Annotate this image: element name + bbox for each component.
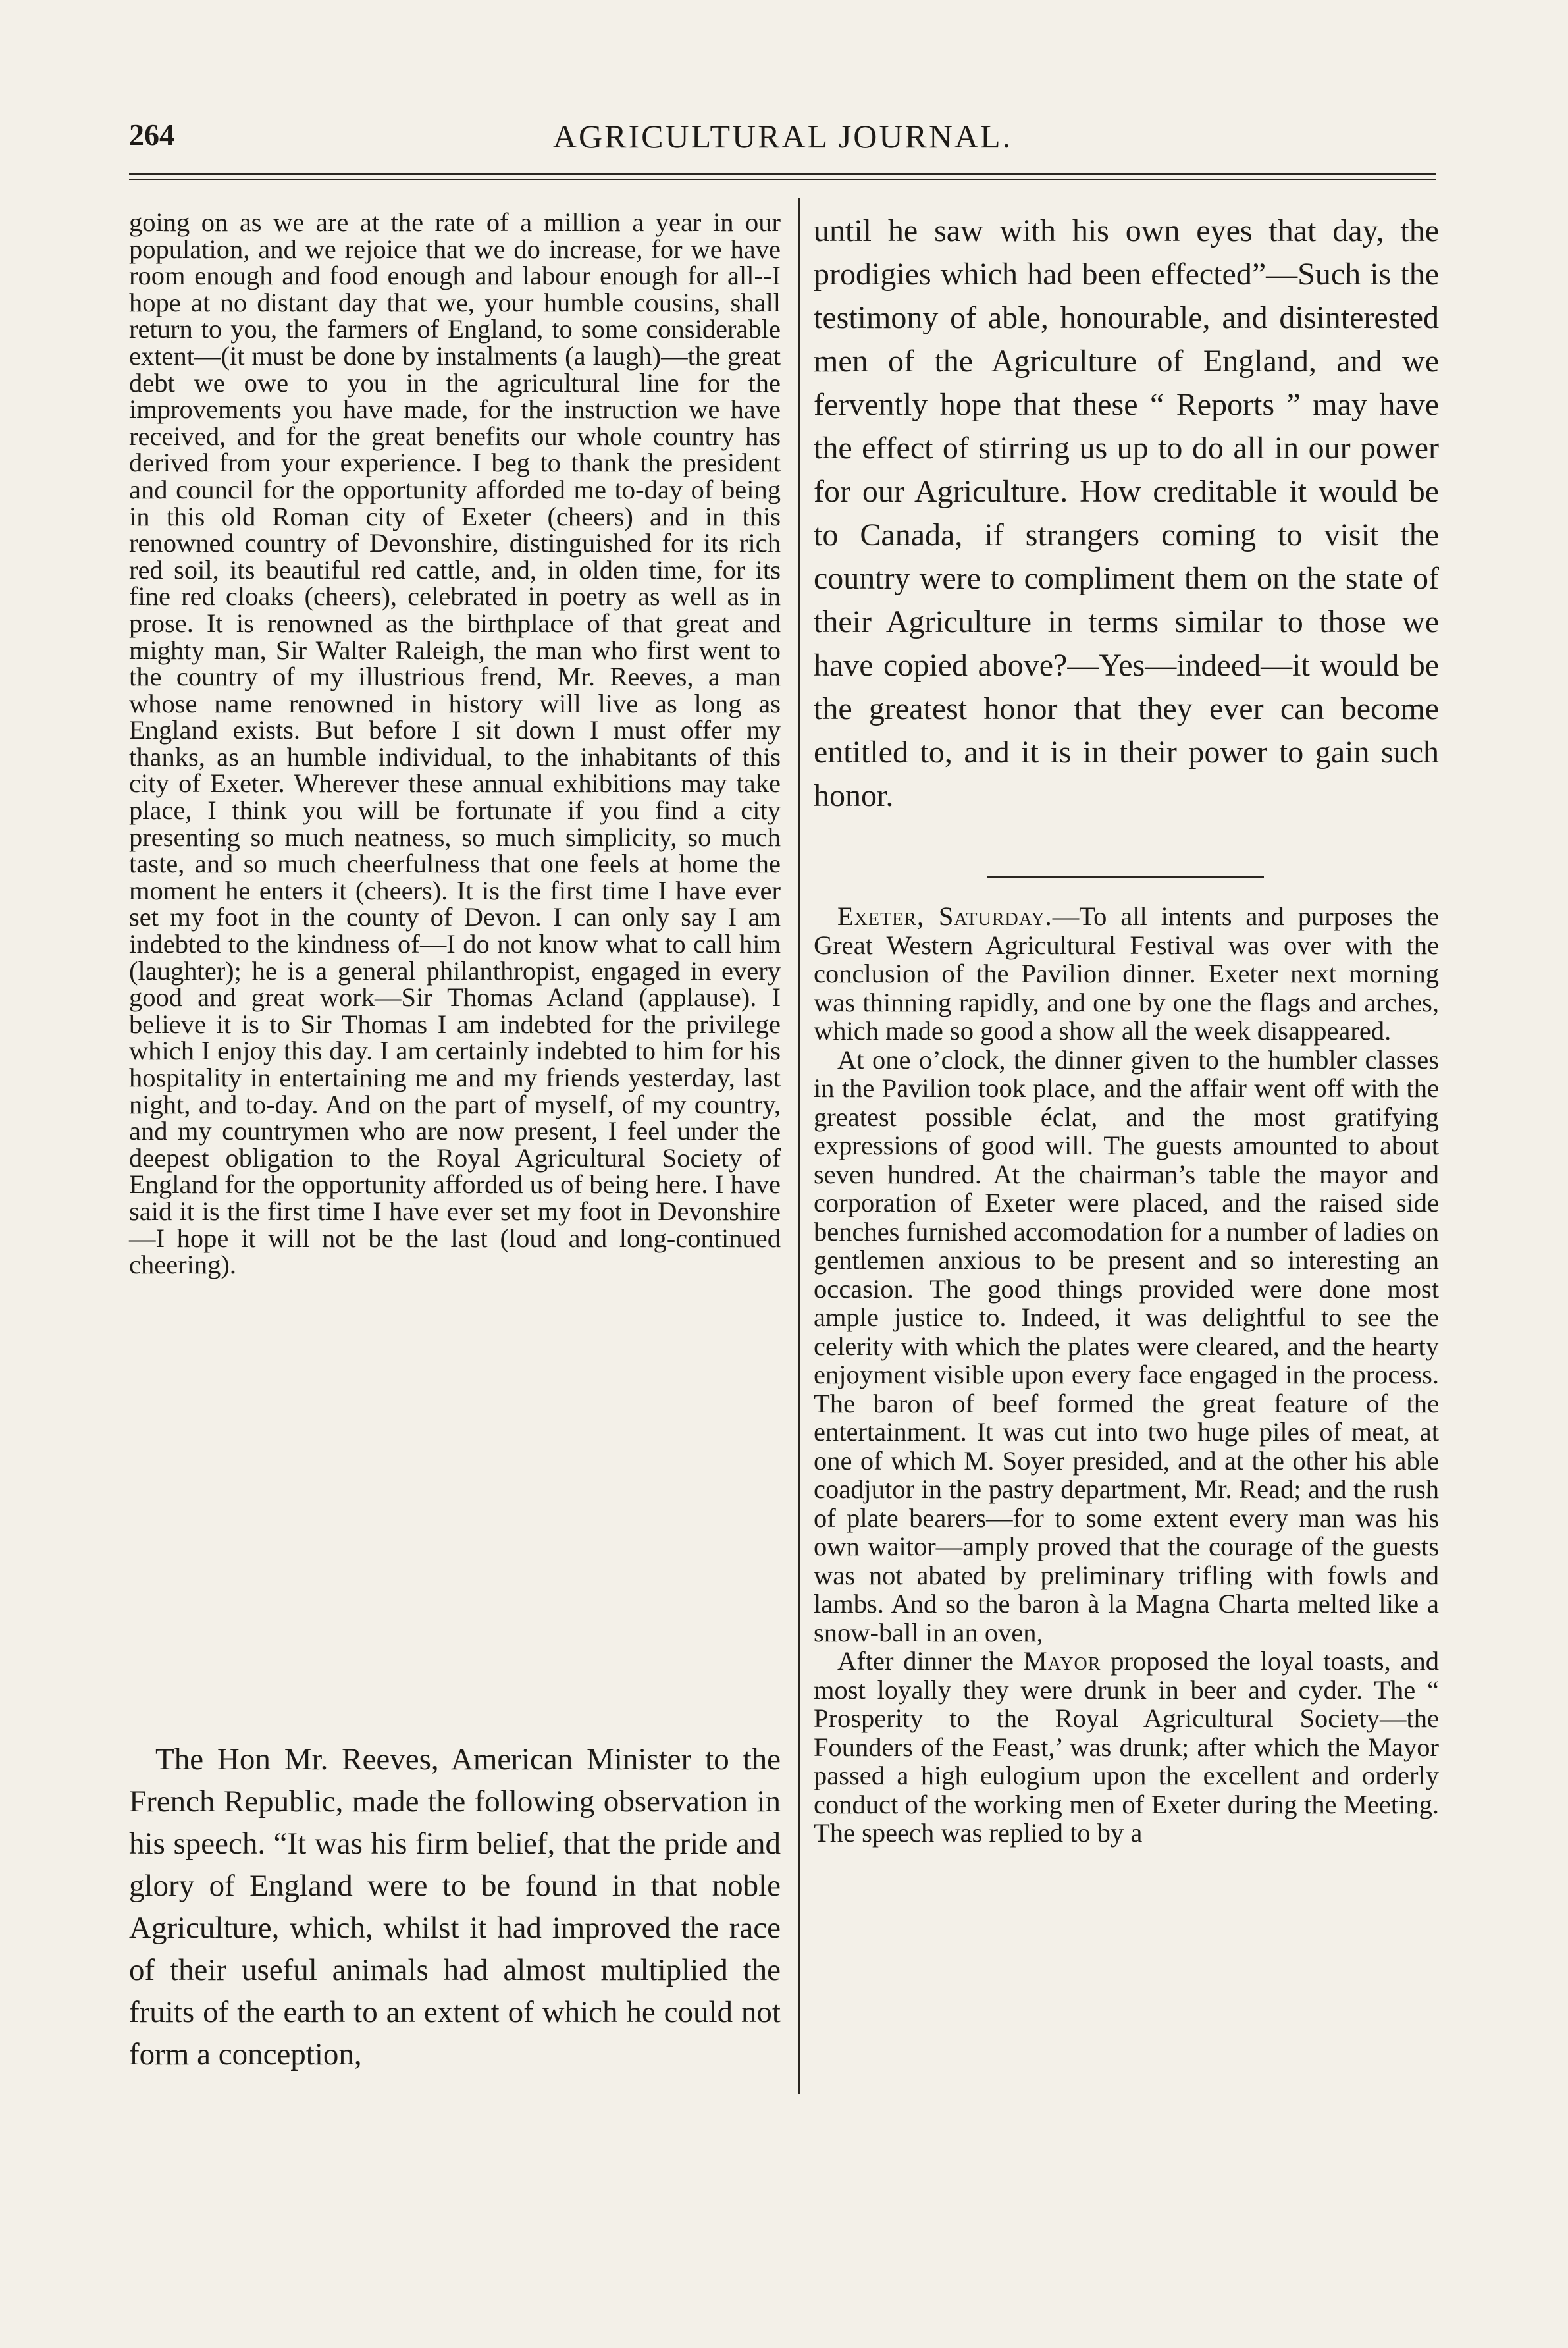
page-header: [129, 117, 1436, 170]
right-column-exeter-report: [814, 902, 1439, 1848]
header-rule: [129, 173, 1436, 175]
exeter-paragraph-2: At one o’clock, the dinner given to the humbler classes in the Pavilion took place, and the affair went off with the greatest possible éclat, and the most gratifying expressions of good will. The guests amounted to about seven hundred. At the chairman’s table the mayor and corporation of Exeter were placed, and the raised side benches furnished accomodation for a number of ladies on gentlemen anxious to be present and so interesting an occasion. The good things provided were done most ample justice to. Indeed, it was delightful to see the celerity with which the plates were cleared, and the hearty enjoyment visible upon every face engaged in the process. The baron of beef formed the great feature of the entertainment. It was cut into two huge piles of meat, at one of which M. Soyer presided, and at the other his able coadjutor in the pastry department, Mr. Read; and the rush of plate bearers—for to some extent every man was his own waitor—amply proved that the courage of the guests was not abated by preliminary trifling with fowls and lambs. And so the baron à la Magna Charta melted like a snow-ball in an oven,: [814, 1044, 1439, 1647]
right-column-commentary: [814, 209, 1439, 818]
exeter-heading: Exeter, Saturday.: [837, 901, 1053, 931]
page-number: 264: [129, 118, 174, 151]
mayor-word: Mayor: [1023, 1646, 1101, 1676]
running-title: AGRICULTURAL JOURNAL.: [552, 118, 1013, 155]
section-rule: [987, 876, 1264, 878]
exeter-paragraph-1: [814, 902, 1439, 1046]
exeter-paragraph-3-lead: After dinner the: [837, 1646, 1024, 1676]
column-divider: [798, 198, 800, 2094]
exeter-paragraph-3: [814, 1647, 1439, 1848]
exeter-paragraph-1-text: —To all intents and purposes the Great Western Agricultural Festival was over with the conclusion of the Pavilion dinner. Exeter next morning was thinning rapidly, and one by one the flags and arches, which made so good a show all the week disappeared.: [814, 901, 1439, 1046]
left-column-reeves: [129, 1738, 781, 2075]
speech-paragraph: going on as we are at the rate of a million a year in our population, and we rejoice that we do increase, for we have room enough and food enough and labour enough for all--I hope at no distant day that we, your humble cousins, shall return to you, the farmers of England, to some considerable extent—(it must be done by instalments (a laugh)—the great debt we owe to you in the agricultural line for the improvements you have made, for the instruction we have received, and for the great benefits our whole country has derived from your experience. I beg to thank the president and council for the opportunity afforded me to-day of being in this old Roman city of Exeter (cheers) and in this renowned country of Devonshire, distinguished for its rich red soil, its beautiful red cattle, and, in olden time, for its fine red cloaks (cheers), celebrated in poetry as well as in prose. It is renowned as the birthplace of that great and mighty man, Sir Walter Raleigh, the man who first went to the country of my illustrious frend, Mr. Reeves, a man whose name renowned in history will live as long as England exists. But before I sit down I must offer my thanks, as an humble individual, to the inhabitants of this city of Exeter. Wherever these annual exhibitions may take place, I think you will be fortunate if you find a city presenting so much neatness, so much simplicity, so much taste, and so much cheerfulness that one feels at home the moment he enters it (cheers). It is the first time I have ever set my foot in the county of Devon. I can only say I am indebted to the kindness of—I do not know what to call him (laughter); he is a general philanthropist, engaged in every good and great work—Sir Thomas Acland (applause). I believe it is to Sir Thomas I am indebted for the privilege which I enjoy this day. I am certainly indebted to him for his hospitality in entertaining me and my friends yesterday, last night, and to-day. And on the part of myself, of my country, and my countrymen who are now present, I feel under the deepest obligation to the Royal Agricultural Society of England for the opportunity afforded us of being here. I have said it is the first time I have ever set my foot in Devonshire —I hope it will not be the last (loud and long-continued cheering).: [129, 207, 781, 1280]
continuation-paragraph: until he saw with his own eyes that day, the prodigies which had been effected”—Such is the testimony of able, honourable, and disinterested men of the Agriculture of England, and we fervently hope that these “ Reports ” may have the effect of stirring us up to do all in our power for our Agriculture. How creditable it would be to Canada, if strangers coming to visit the country were to compliment them on the state of their Agriculture in terms similar to those we have copied above?—Yes—indeed—it would be the greatest honor that they ever can become entitled to, and it is in their power to gain such honor.: [814, 213, 1439, 813]
left-column-speech: [129, 209, 781, 1279]
reeves-paragraph: The Hon Mr. Reeves, American Minister to the French Republic, made the following observation in his speech. “It was his firm belief, that the pride and glory of England were to be found in that noble Agriculture, which, whilst it had improved the race of their useful animals had almost multiplied the fruits of the earth to an extent of which he could not form a conception,: [129, 1742, 781, 2071]
header-rule-thin: [129, 179, 1436, 180]
exeter-paragraph-3-text: proposed the loyal toasts, and most loyally they were drunk in beer and cyder. The “ Prosperity to the Royal Agricultural Society—the Founders of the Feast,’ was drunk; after which the Mayor passed a high eulogium upon the excellent and orderly conduct of the working men of Exeter during the Meeting. The speech was replied to by a: [814, 1646, 1439, 1848]
